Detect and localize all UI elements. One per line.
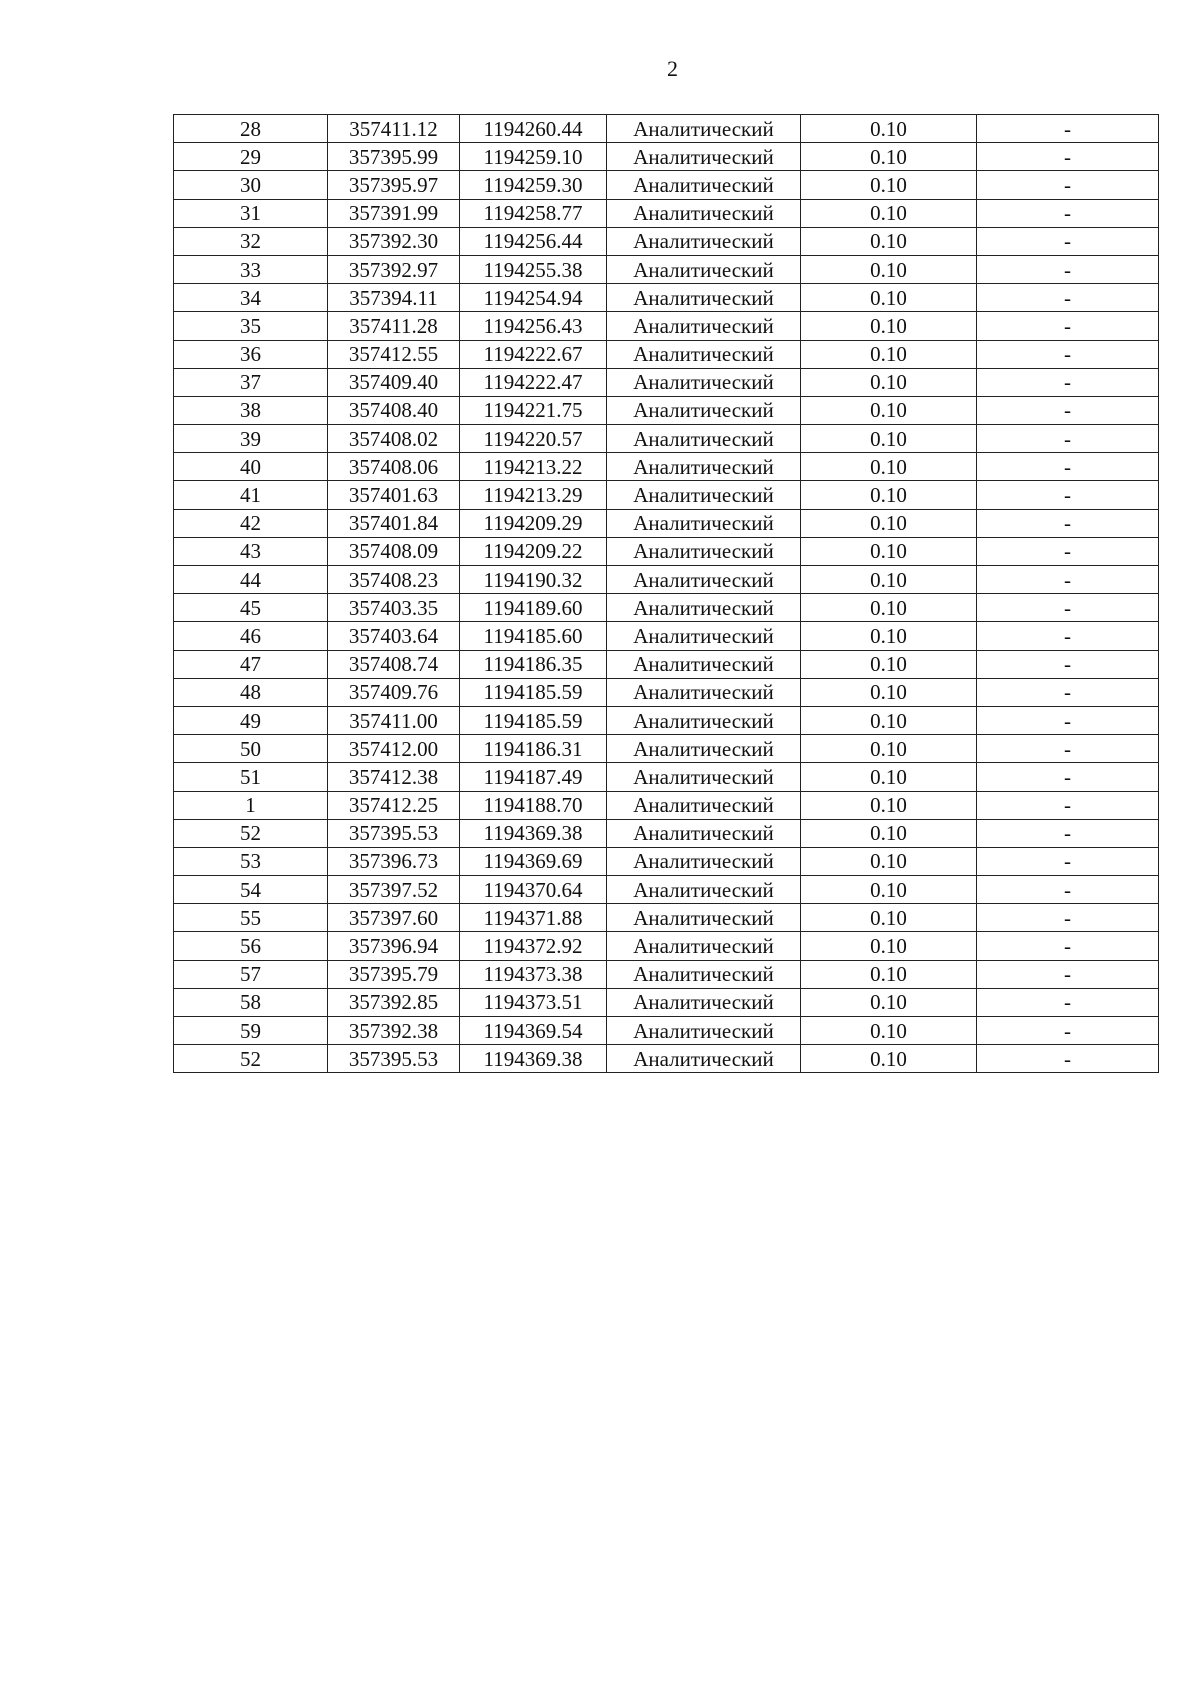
y-coordinate-cell: 1194369.54 — [460, 1017, 607, 1045]
x-coordinate-cell: 357395.97 — [328, 171, 460, 199]
point-number-cell: 50 — [174, 735, 328, 763]
method-cell: Аналитический — [607, 988, 801, 1016]
table-row — [174, 171, 1159, 199]
x-coordinate-cell: 357403.35 — [328, 594, 460, 622]
method-cell: Аналитический — [607, 791, 801, 819]
y-coordinate-cell: 1194213.22 — [460, 453, 607, 481]
point-number-cell: 52 — [174, 819, 328, 847]
method-cell: Аналитический — [607, 115, 801, 143]
note-cell: - — [977, 847, 1159, 875]
note-cell: - — [977, 622, 1159, 650]
y-coordinate-cell: 1194258.77 — [460, 199, 607, 227]
accuracy-cell: 0.10 — [801, 115, 977, 143]
table-row — [174, 960, 1159, 988]
note-cell: - — [977, 425, 1159, 453]
table-row — [174, 735, 1159, 763]
y-coordinate-cell: 1194220.57 — [460, 425, 607, 453]
accuracy-cell: 0.10 — [801, 706, 977, 734]
y-coordinate-cell: 1194209.22 — [460, 537, 607, 565]
method-cell: Аналитический — [607, 537, 801, 565]
page-number: 2 — [667, 56, 678, 81]
accuracy-cell: 0.10 — [801, 425, 977, 453]
table-row — [174, 312, 1159, 340]
table-row — [174, 566, 1159, 594]
table-row — [174, 396, 1159, 424]
method-cell: Аналитический — [607, 1045, 801, 1073]
x-coordinate-cell: 357408.02 — [328, 425, 460, 453]
point-number-cell: 37 — [174, 368, 328, 396]
note-cell: - — [977, 368, 1159, 396]
x-coordinate-cell: 357392.30 — [328, 227, 460, 255]
accuracy-cell: 0.10 — [801, 735, 977, 763]
table-row — [174, 763, 1159, 791]
x-coordinate-cell: 357395.53 — [328, 1045, 460, 1073]
y-coordinate-cell: 1194187.49 — [460, 763, 607, 791]
table-row — [174, 988, 1159, 1016]
point-number-cell: 36 — [174, 340, 328, 368]
accuracy-cell: 0.10 — [801, 932, 977, 960]
y-coordinate-cell: 1194260.44 — [460, 115, 607, 143]
method-cell: Аналитический — [607, 594, 801, 622]
y-coordinate-cell: 1194255.38 — [460, 255, 607, 283]
note-cell: - — [977, 143, 1159, 171]
y-coordinate-cell: 1194369.38 — [460, 1045, 607, 1073]
point-number-cell: 34 — [174, 284, 328, 312]
note-cell: - — [977, 312, 1159, 340]
point-number-cell: 31 — [174, 199, 328, 227]
x-coordinate-cell: 357411.28 — [328, 312, 460, 340]
accuracy-cell: 0.10 — [801, 537, 977, 565]
method-cell: Аналитический — [607, 876, 801, 904]
method-cell: Аналитический — [607, 847, 801, 875]
x-coordinate-cell: 357396.94 — [328, 932, 460, 960]
point-number-cell: 55 — [174, 904, 328, 932]
table-row — [174, 425, 1159, 453]
note-cell: - — [977, 594, 1159, 622]
y-coordinate-cell: 1194259.10 — [460, 143, 607, 171]
y-coordinate-cell: 1194369.38 — [460, 819, 607, 847]
x-coordinate-cell: 357397.52 — [328, 876, 460, 904]
point-number-cell: 40 — [174, 453, 328, 481]
note-cell: - — [977, 171, 1159, 199]
y-coordinate-cell: 1194259.30 — [460, 171, 607, 199]
x-coordinate-cell: 357392.85 — [328, 988, 460, 1016]
accuracy-cell: 0.10 — [801, 284, 977, 312]
point-number-cell: 53 — [174, 847, 328, 875]
accuracy-cell: 0.10 — [801, 340, 977, 368]
table-row — [174, 678, 1159, 706]
x-coordinate-cell: 357401.63 — [328, 481, 460, 509]
table-row — [174, 791, 1159, 819]
table-row — [174, 537, 1159, 565]
note-cell: - — [977, 340, 1159, 368]
accuracy-cell: 0.10 — [801, 650, 977, 678]
table-row — [174, 904, 1159, 932]
table-row — [174, 594, 1159, 622]
method-cell: Аналитический — [607, 932, 801, 960]
point-number-cell: 54 — [174, 876, 328, 904]
accuracy-cell: 0.10 — [801, 255, 977, 283]
point-number-cell: 47 — [174, 650, 328, 678]
note-cell: - — [977, 932, 1159, 960]
point-number-cell: 39 — [174, 425, 328, 453]
x-coordinate-cell: 357412.38 — [328, 763, 460, 791]
x-coordinate-cell: 357395.79 — [328, 960, 460, 988]
x-coordinate-cell: 357412.25 — [328, 791, 460, 819]
point-number-cell: 28 — [174, 115, 328, 143]
table-row — [174, 115, 1159, 143]
y-coordinate-cell: 1194254.94 — [460, 284, 607, 312]
y-coordinate-cell: 1194221.75 — [460, 396, 607, 424]
x-coordinate-cell: 357411.12 — [328, 115, 460, 143]
method-cell: Аналитический — [607, 678, 801, 706]
note-cell: - — [977, 706, 1159, 734]
method-cell: Аналитический — [607, 227, 801, 255]
point-number-cell: 44 — [174, 566, 328, 594]
x-coordinate-cell: 357409.40 — [328, 368, 460, 396]
accuracy-cell: 0.10 — [801, 396, 977, 424]
x-coordinate-cell: 357401.84 — [328, 509, 460, 537]
x-coordinate-cell: 357392.97 — [328, 255, 460, 283]
method-cell: Аналитический — [607, 368, 801, 396]
accuracy-cell: 0.10 — [801, 1017, 977, 1045]
note-cell: - — [977, 763, 1159, 791]
accuracy-cell: 0.10 — [801, 678, 977, 706]
method-cell: Аналитический — [607, 819, 801, 847]
note-cell: - — [977, 227, 1159, 255]
note-cell: - — [977, 960, 1159, 988]
y-coordinate-cell: 1194373.38 — [460, 960, 607, 988]
method-cell: Аналитический — [607, 481, 801, 509]
point-number-cell: 1 — [174, 791, 328, 819]
accuracy-cell: 0.10 — [801, 199, 977, 227]
point-number-cell: 32 — [174, 227, 328, 255]
method-cell: Аналитический — [607, 284, 801, 312]
note-cell: - — [977, 255, 1159, 283]
point-number-cell: 38 — [174, 396, 328, 424]
y-coordinate-cell: 1194213.29 — [460, 481, 607, 509]
method-cell: Аналитический — [607, 566, 801, 594]
y-coordinate-cell: 1194185.59 — [460, 706, 607, 734]
x-coordinate-cell: 357403.64 — [328, 622, 460, 650]
point-number-cell: 56 — [174, 932, 328, 960]
method-cell: Аналитический — [607, 960, 801, 988]
point-number-cell: 48 — [174, 678, 328, 706]
note-cell: - — [977, 1017, 1159, 1045]
point-number-cell: 43 — [174, 537, 328, 565]
point-number-cell: 33 — [174, 255, 328, 283]
point-number-cell: 30 — [174, 171, 328, 199]
x-coordinate-cell: 357408.06 — [328, 453, 460, 481]
method-cell: Аналитический — [607, 650, 801, 678]
x-coordinate-cell: 357395.53 — [328, 819, 460, 847]
y-coordinate-cell: 1194256.44 — [460, 227, 607, 255]
note-cell: - — [977, 396, 1159, 424]
point-number-cell: 41 — [174, 481, 328, 509]
y-coordinate-cell: 1194186.31 — [460, 735, 607, 763]
accuracy-cell: 0.10 — [801, 960, 977, 988]
method-cell: Аналитический — [607, 312, 801, 340]
note-cell: - — [977, 509, 1159, 537]
accuracy-cell: 0.10 — [801, 453, 977, 481]
method-cell: Аналитический — [607, 396, 801, 424]
x-coordinate-cell: 357412.00 — [328, 735, 460, 763]
accuracy-cell: 0.10 — [801, 876, 977, 904]
method-cell: Аналитический — [607, 199, 801, 227]
table-row — [174, 932, 1159, 960]
table-row — [174, 368, 1159, 396]
method-cell: Аналитический — [607, 622, 801, 650]
table-row — [174, 819, 1159, 847]
coordinates-table — [173, 114, 1159, 1073]
method-cell: Аналитический — [607, 509, 801, 537]
point-number-cell: 52 — [174, 1045, 328, 1073]
point-number-cell: 42 — [174, 509, 328, 537]
method-cell: Аналитический — [607, 763, 801, 791]
y-coordinate-cell: 1194185.59 — [460, 678, 607, 706]
point-number-cell: 29 — [174, 143, 328, 171]
x-coordinate-cell: 357394.11 — [328, 284, 460, 312]
y-coordinate-cell: 1194209.29 — [460, 509, 607, 537]
note-cell: - — [977, 735, 1159, 763]
method-cell: Аналитический — [607, 904, 801, 932]
point-number-cell: 51 — [174, 763, 328, 791]
note-cell: - — [977, 791, 1159, 819]
table-body — [174, 115, 1159, 1073]
note-cell: - — [977, 453, 1159, 481]
note-cell: - — [977, 819, 1159, 847]
table-row — [174, 509, 1159, 537]
table-row — [174, 847, 1159, 875]
table-row — [174, 284, 1159, 312]
point-number-cell: 58 — [174, 988, 328, 1016]
y-coordinate-cell: 1194369.69 — [460, 847, 607, 875]
note-cell: - — [977, 284, 1159, 312]
note-cell: - — [977, 566, 1159, 594]
note-cell: - — [977, 537, 1159, 565]
table-row — [174, 706, 1159, 734]
point-number-cell: 45 — [174, 594, 328, 622]
table-row — [174, 453, 1159, 481]
point-number-cell: 49 — [174, 706, 328, 734]
accuracy-cell: 0.10 — [801, 819, 977, 847]
y-coordinate-cell: 1194256.43 — [460, 312, 607, 340]
y-coordinate-cell: 1194222.47 — [460, 368, 607, 396]
note-cell: - — [977, 115, 1159, 143]
x-coordinate-cell: 357391.99 — [328, 199, 460, 227]
y-coordinate-cell: 1194190.32 — [460, 566, 607, 594]
x-coordinate-cell: 357392.38 — [328, 1017, 460, 1045]
note-cell: - — [977, 876, 1159, 904]
accuracy-cell: 0.10 — [801, 312, 977, 340]
note-cell: - — [977, 199, 1159, 227]
point-number-cell: 35 — [174, 312, 328, 340]
note-cell: - — [977, 481, 1159, 509]
accuracy-cell: 0.10 — [801, 988, 977, 1016]
table-row — [174, 199, 1159, 227]
accuracy-cell: 0.10 — [801, 566, 977, 594]
method-cell: Аналитический — [607, 143, 801, 171]
note-cell: - — [977, 1045, 1159, 1073]
note-cell: - — [977, 650, 1159, 678]
table-row — [174, 227, 1159, 255]
method-cell: Аналитический — [607, 255, 801, 283]
x-coordinate-cell: 357412.55 — [328, 340, 460, 368]
accuracy-cell: 0.10 — [801, 143, 977, 171]
y-coordinate-cell: 1194372.92 — [460, 932, 607, 960]
x-coordinate-cell: 357408.40 — [328, 396, 460, 424]
table-row — [174, 622, 1159, 650]
table-row — [174, 340, 1159, 368]
table-row — [174, 1017, 1159, 1045]
accuracy-cell: 0.10 — [801, 509, 977, 537]
x-coordinate-cell: 357408.74 — [328, 650, 460, 678]
y-coordinate-cell: 1194371.88 — [460, 904, 607, 932]
table-row — [174, 255, 1159, 283]
accuracy-cell: 0.10 — [801, 481, 977, 509]
table-row — [174, 481, 1159, 509]
accuracy-cell: 0.10 — [801, 904, 977, 932]
point-number-cell: 46 — [174, 622, 328, 650]
method-cell: Аналитический — [607, 453, 801, 481]
table-row — [174, 143, 1159, 171]
x-coordinate-cell: 357396.73 — [328, 847, 460, 875]
y-coordinate-cell: 1194373.51 — [460, 988, 607, 1016]
table-row — [174, 1045, 1159, 1073]
note-cell: - — [977, 904, 1159, 932]
point-number-cell: 59 — [174, 1017, 328, 1045]
accuracy-cell: 0.10 — [801, 791, 977, 819]
y-coordinate-cell: 1194186.35 — [460, 650, 607, 678]
x-coordinate-cell: 357408.09 — [328, 537, 460, 565]
accuracy-cell: 0.10 — [801, 847, 977, 875]
point-number-cell: 57 — [174, 960, 328, 988]
table-row — [174, 876, 1159, 904]
note-cell: - — [977, 678, 1159, 706]
table-row — [174, 650, 1159, 678]
method-cell: Аналитический — [607, 425, 801, 453]
y-coordinate-cell: 1194188.70 — [460, 791, 607, 819]
accuracy-cell: 0.10 — [801, 171, 977, 199]
accuracy-cell: 0.10 — [801, 622, 977, 650]
accuracy-cell: 0.10 — [801, 594, 977, 622]
accuracy-cell: 0.10 — [801, 1045, 977, 1073]
accuracy-cell: 0.10 — [801, 227, 977, 255]
method-cell: Аналитический — [607, 1017, 801, 1045]
accuracy-cell: 0.10 — [801, 763, 977, 791]
x-coordinate-cell: 357395.99 — [328, 143, 460, 171]
y-coordinate-cell: 1194189.60 — [460, 594, 607, 622]
y-coordinate-cell: 1194185.60 — [460, 622, 607, 650]
y-coordinate-cell: 1194370.64 — [460, 876, 607, 904]
x-coordinate-cell: 357397.60 — [328, 904, 460, 932]
accuracy-cell: 0.10 — [801, 368, 977, 396]
y-coordinate-cell: 1194222.67 — [460, 340, 607, 368]
x-coordinate-cell: 357408.23 — [328, 566, 460, 594]
method-cell: Аналитический — [607, 340, 801, 368]
note-cell: - — [977, 988, 1159, 1016]
method-cell: Аналитический — [607, 171, 801, 199]
x-coordinate-cell: 357411.00 — [328, 706, 460, 734]
method-cell: Аналитический — [607, 735, 801, 763]
x-coordinate-cell: 357409.76 — [328, 678, 460, 706]
method-cell: Аналитический — [607, 706, 801, 734]
